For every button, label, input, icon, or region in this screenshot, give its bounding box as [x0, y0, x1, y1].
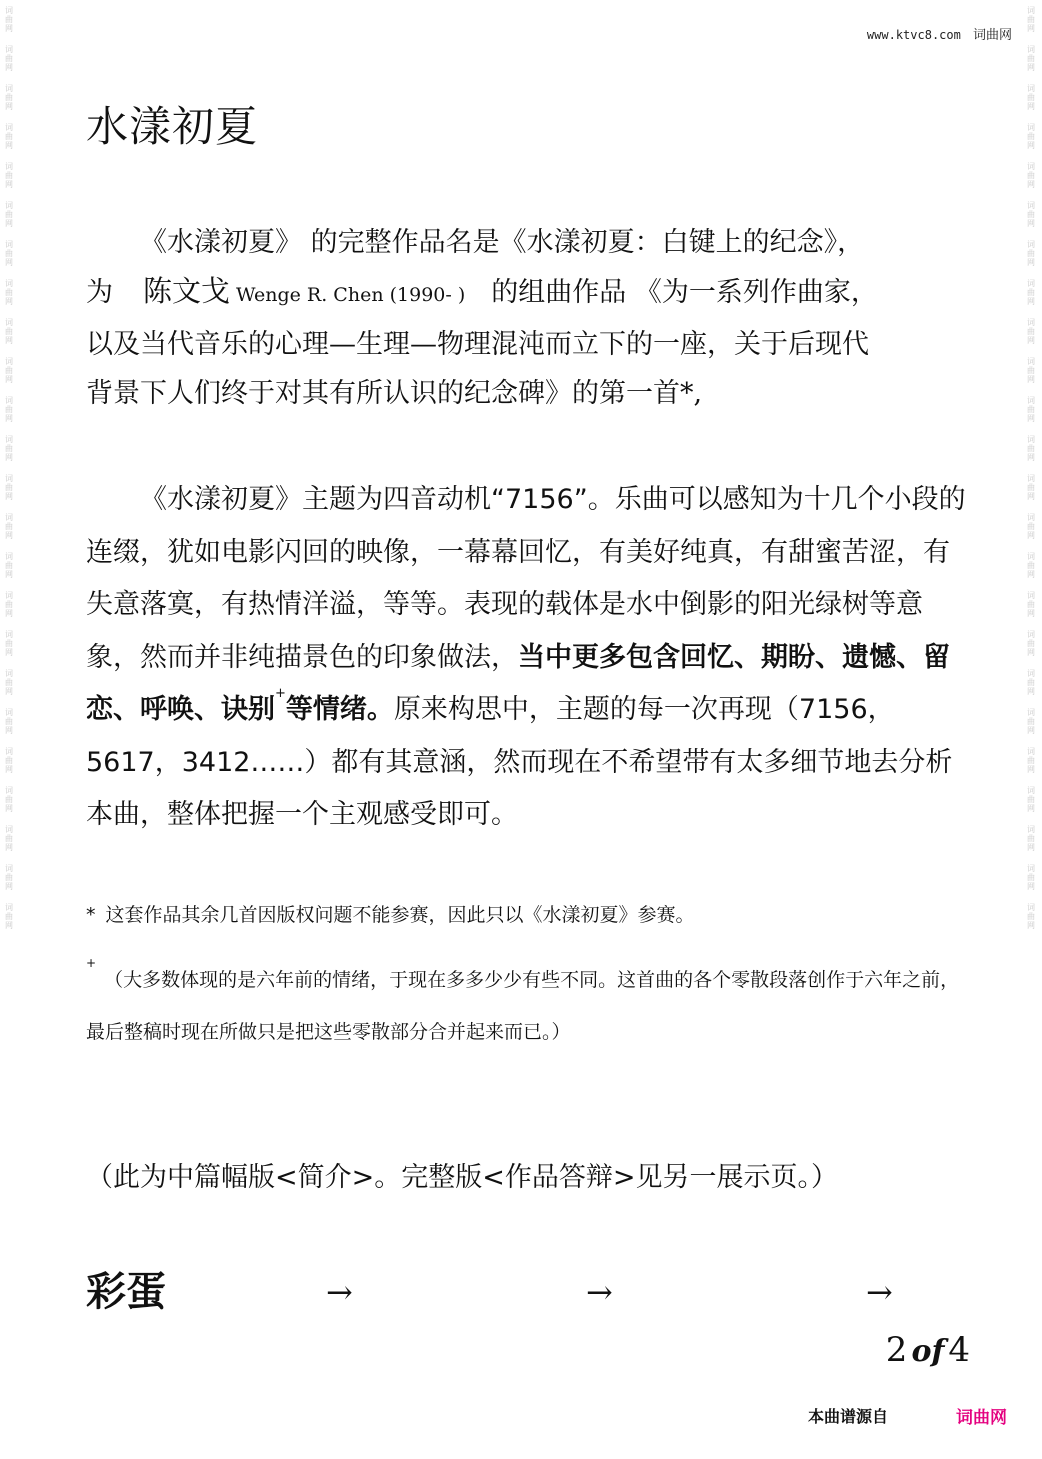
watermark-text: 词曲网 — [1026, 903, 1036, 930]
source-label: 本曲谱源自 — [808, 1407, 889, 1426]
watermark-text: 词曲网 — [1026, 162, 1036, 189]
watermark-text: 词曲网 — [4, 474, 14, 501]
intro-line-2-suffix: 的组曲作品 《为一系列作曲家， — [491, 277, 878, 308]
watermark-text: 词曲网 — [1026, 669, 1036, 696]
intro-line-1: 《水漾初夏》 的完整作品名是《水漾初夏：白键上的纪念》， — [140, 227, 865, 258]
watermark-text: 词曲网 — [4, 279, 14, 306]
watermark-text: 词曲网 — [1026, 318, 1036, 345]
arrow-right-icon: → — [326, 1273, 353, 1311]
watermark-text: 词曲网 — [4, 591, 14, 618]
page-number — [886, 1328, 970, 1374]
easter-egg-label: 彩蛋 — [86, 1268, 166, 1315]
watermark-text: 词曲网 — [4, 708, 14, 735]
watermark-text: 词曲网 — [1026, 396, 1036, 423]
page-title: 水漾初夏 — [86, 102, 259, 151]
footnote-text-asterisk: 这套作品其余几首因版权问题不能参赛，因此只以《水漾初夏》参赛。 — [105, 904, 695, 926]
watermark-text: 词曲网 — [1026, 786, 1036, 813]
composer-name-chinese: 陈文戈 — [143, 274, 231, 308]
footnote-mark-asterisk: * — [86, 904, 96, 926]
footnote-plus — [86, 954, 966, 1058]
theme-paragraph — [86, 474, 966, 842]
right-watermark-column — [1024, 0, 1038, 1459]
watermark-text: 词曲网 — [4, 630, 14, 657]
watermark-text: 词曲网 — [4, 864, 14, 891]
watermark-text: 词曲网 — [1026, 45, 1036, 72]
watermark-text: 词曲网 — [1026, 552, 1036, 579]
watermark-text: 词曲网 — [4, 201, 14, 228]
watermark-text: 词曲网 — [4, 357, 14, 384]
watermark-text: 词曲网 — [4, 669, 14, 696]
watermark-text: 词曲网 — [1026, 435, 1036, 462]
watermark-text: 词曲网 — [4, 747, 14, 774]
watermark-text: 词曲网 — [4, 435, 14, 462]
arrow-right-icon: → — [586, 1273, 613, 1311]
watermark-text: 词曲网 — [4, 318, 14, 345]
watermark-text: 词曲网 — [1026, 357, 1036, 384]
watermark-text: 词曲网 — [1026, 825, 1036, 852]
watermark-text: 词曲网 — [1026, 747, 1036, 774]
left-watermark-column — [2, 0, 16, 1459]
watermark-text: 词曲网 — [1026, 591, 1036, 618]
watermark-text: 词曲网 — [1026, 864, 1036, 891]
theme-emotions-bold-end: 等情绪。 — [285, 694, 394, 725]
watermark-text: 词曲网 — [4, 513, 14, 540]
page-current: 2 — [885, 1330, 908, 1370]
watermark-text: 词曲网 — [4, 162, 14, 189]
theme-emotions-bold: 当中更多包含回忆、期盼、遗憾、留恋、呼唤、诀别 — [86, 641, 950, 725]
footnote-text-plus: （大多数体现的是六年前的情绪，于现在多多少少有些不同。这首曲的各个零散段落创作于六年之前，最后整稿时现在所做只是把这些零散部分合并起来而已。） — [86, 969, 960, 1043]
page-of: of — [911, 1334, 945, 1369]
watermark-text: 词曲网 — [4, 825, 14, 852]
watermark-text: 词曲网 — [1026, 708, 1036, 735]
watermark-text: 词曲网 — [4, 552, 14, 579]
site-url[interactable]: www.ktvc8.com — [866, 28, 961, 42]
intro-line-4: 背景下人们终于对其有所认识的纪念碑》的第一首*, — [86, 378, 703, 409]
composer-name-english: Wenge R. Chen (1990- ) — [236, 284, 466, 306]
arrow-right-icon: → — [866, 1273, 893, 1311]
watermark-text: 词曲网 — [1026, 84, 1036, 111]
page-total: 4 — [948, 1330, 970, 1370]
watermark-text: 词曲网 — [4, 396, 14, 423]
intro-paragraph — [86, 218, 966, 418]
watermark-text: 词曲网 — [1026, 630, 1036, 657]
watermark-text: 词曲网 — [1026, 201, 1036, 228]
footnote-mark-plus: + — [86, 956, 97, 970]
watermark-text: 词曲网 — [4, 786, 14, 813]
intro-line-2-prefix: 为 — [86, 277, 113, 308]
watermark-text: 词曲网 — [1026, 513, 1036, 540]
watermark-text: 词曲网 — [1026, 279, 1036, 306]
intro-line-3: 以及当代音乐的心理—生理—物理混沌而立下的一座，关于后现代 — [86, 329, 869, 360]
watermark-text: 词曲网 — [4, 6, 14, 33]
theme-text-a: 《水漾初夏》主题为四音动机“7156”。乐曲可以感知为十几个小段的连缀，犹如电影闪回的映像，一幕幕回忆，有美好纯真，有甜蜜苦涩，有失意落寞，有热情洋溢，等等。表现的载体是水中倒影的阳光绿树等意象，然而并非纯描景色的印象做法， — [86, 484, 966, 673]
watermark-text: 词曲网 — [4, 45, 14, 72]
watermark-text: 词曲网 — [4, 903, 14, 930]
watermark-text: 词曲网 — [1026, 123, 1036, 150]
footnote-asterisk — [86, 900, 966, 930]
version-note: （此为中篇幅版<简介>。完整版<作品答辩>见另一展示页。） — [86, 1162, 838, 1193]
site-header — [867, 24, 1012, 43]
watermark-text: 词曲网 — [1026, 240, 1036, 267]
watermark-text: 词曲网 — [4, 84, 14, 111]
site-name: 词曲网 — [972, 28, 1012, 43]
watermark-text: 词曲网 — [1026, 6, 1036, 33]
theme-footnote-mark: + — [275, 686, 286, 701]
source-site-link[interactable]: 词曲网 — [956, 1408, 1007, 1428]
watermark-text: 词曲网 — [4, 240, 14, 267]
watermark-text: 词曲网 — [1026, 474, 1036, 501]
watermark-text: 词曲网 — [4, 123, 14, 150]
theme-text-b: 原来构思中，主题的每一次再现（7156，5617，3412……）都有其意涵，然而现在不希望带有太多细节地去分析本曲，整体把握一个主观感受即可。 — [86, 694, 953, 830]
